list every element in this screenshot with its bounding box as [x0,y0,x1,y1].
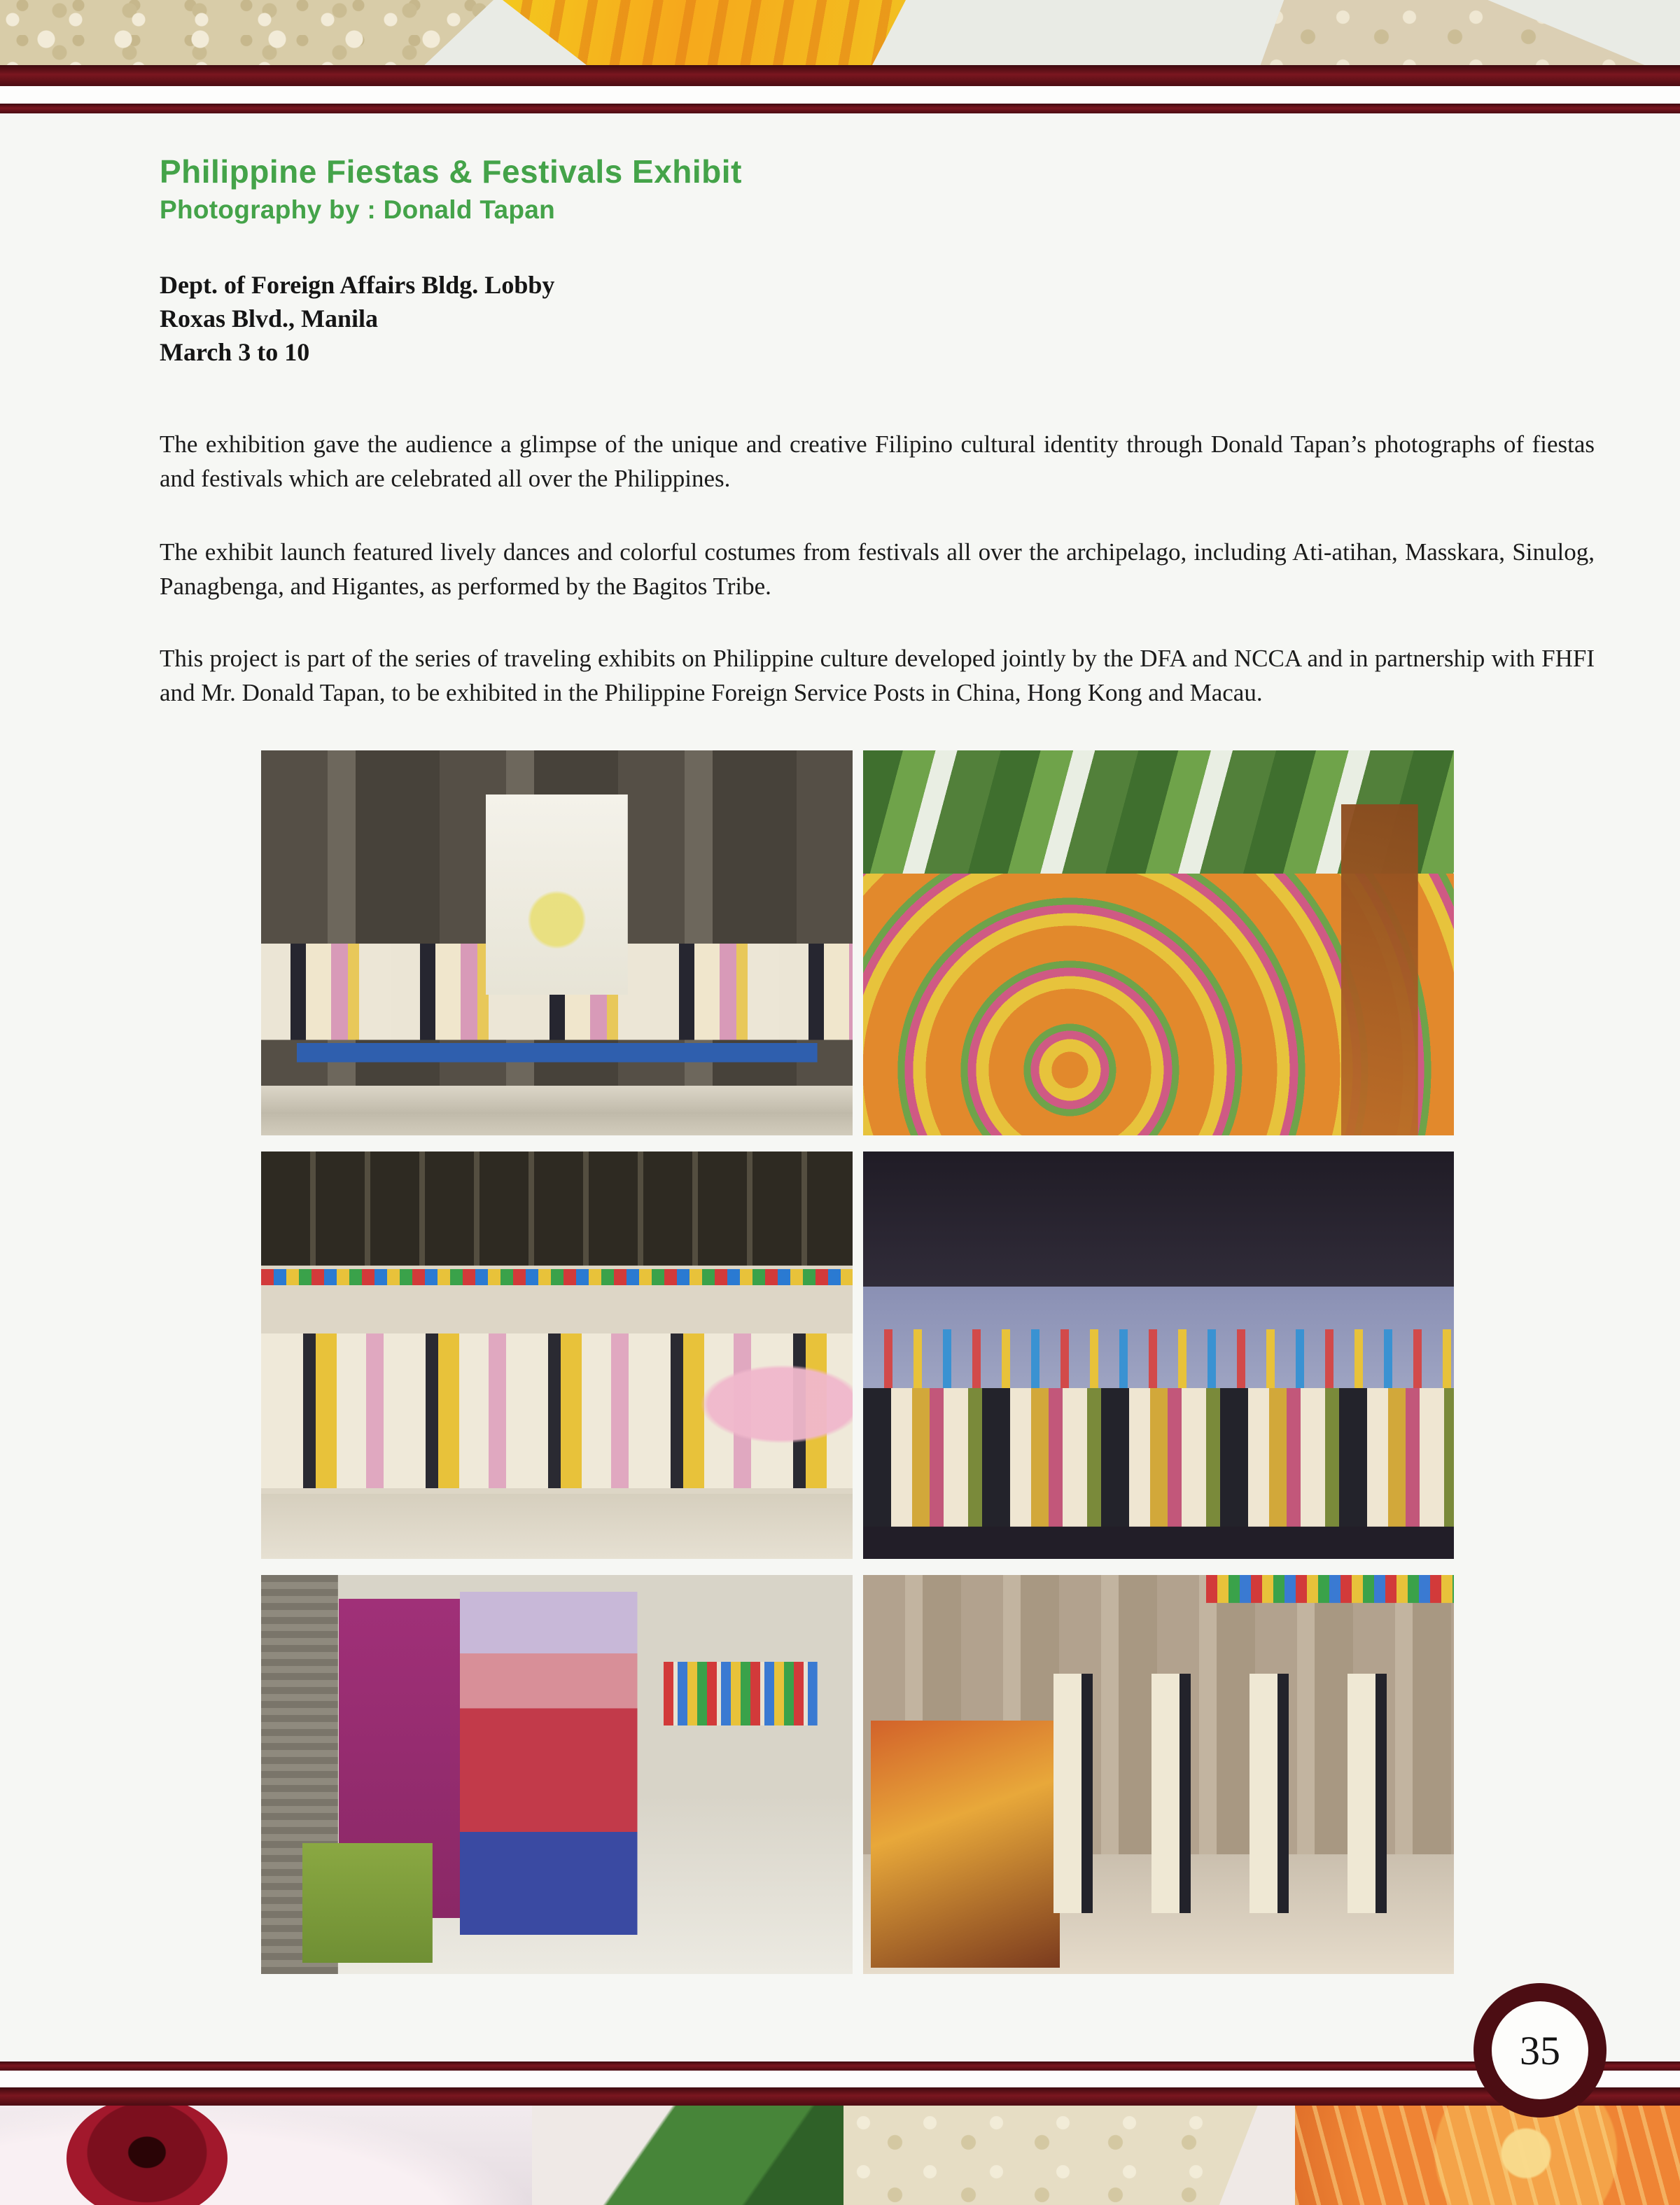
footer-floral-art [0,2106,1680,2205]
photo-ribbon-cutting [261,1152,853,1559]
header-white-strip [0,86,1680,104]
footer-white-strip [0,2071,1680,2087]
page-number-badge [1474,1983,1606,2118]
footer-thin-maroon-bar [0,2062,1680,2071]
paragraph-exhibit-launch: The exhibit launch featured lively dances and colorful costumes from festivals all over the archipelago, including Ati-atihan, Masskara, Sinulog, Panagbenga, and Higantes, as performed by the Bagitos Tribe. [160,538,1595,600]
header-thin-maroon-bar [0,104,1680,113]
venue-block [160,268,1602,369]
photo-stage-group-performers [863,1152,1454,1559]
photo-exhibit-panels [261,1575,853,1974]
header-damask-pattern [0,0,493,65]
page-title: Philippine Fiestas & Festivals Exhibit [160,153,742,190]
footer-green-leaf [490,2106,854,2205]
header-yellow-flower [490,0,910,65]
paragraph-exhibition-overview: The exhibition gave the audience a glimpse of the unique and creative Filipino cultural identity through Donald Tapan’s photographs of fiestas and festivals which are celebrated all over the Philippines. [160,430,1595,492]
paragraph-project-partners: This project is part of the series of traveling exhibits on Philippine culture developed jointly by the DFA and NCCA and in partnership with FHFI and Mr. Donald Tapan, to be exhibited in the Philippine Foreign Service Posts in China, Hong Kong and Macau. [160,645,1595,706]
photo-dfa-lobby-group [261,750,853,1135]
header-beige-pattern [1256,0,1648,65]
venue-line-address: Roxas Blvd., Manila [160,304,379,332]
page-subtitle: Photography by : Donald Tapan [160,195,556,224]
page-number: 35 [1520,2027,1560,2073]
footer-orange-flower [1295,2106,1680,2205]
footer-red-hibiscus [66,2106,227,2205]
photo-festival-street-dancers [863,750,1454,1135]
header-thick-maroon-bar [0,65,1680,86]
venue-line-building: Dept. of Foreign Affairs Bldg. Lobby [160,271,555,299]
footer-beige-pattern [844,2106,1270,2205]
header-floral-art [0,0,1680,65]
footer-thick-maroon-bar [0,2087,1680,2106]
photo-officials-viewing-exhibit [863,1575,1454,1974]
venue-line-dates: March 3 to 10 [160,338,310,366]
